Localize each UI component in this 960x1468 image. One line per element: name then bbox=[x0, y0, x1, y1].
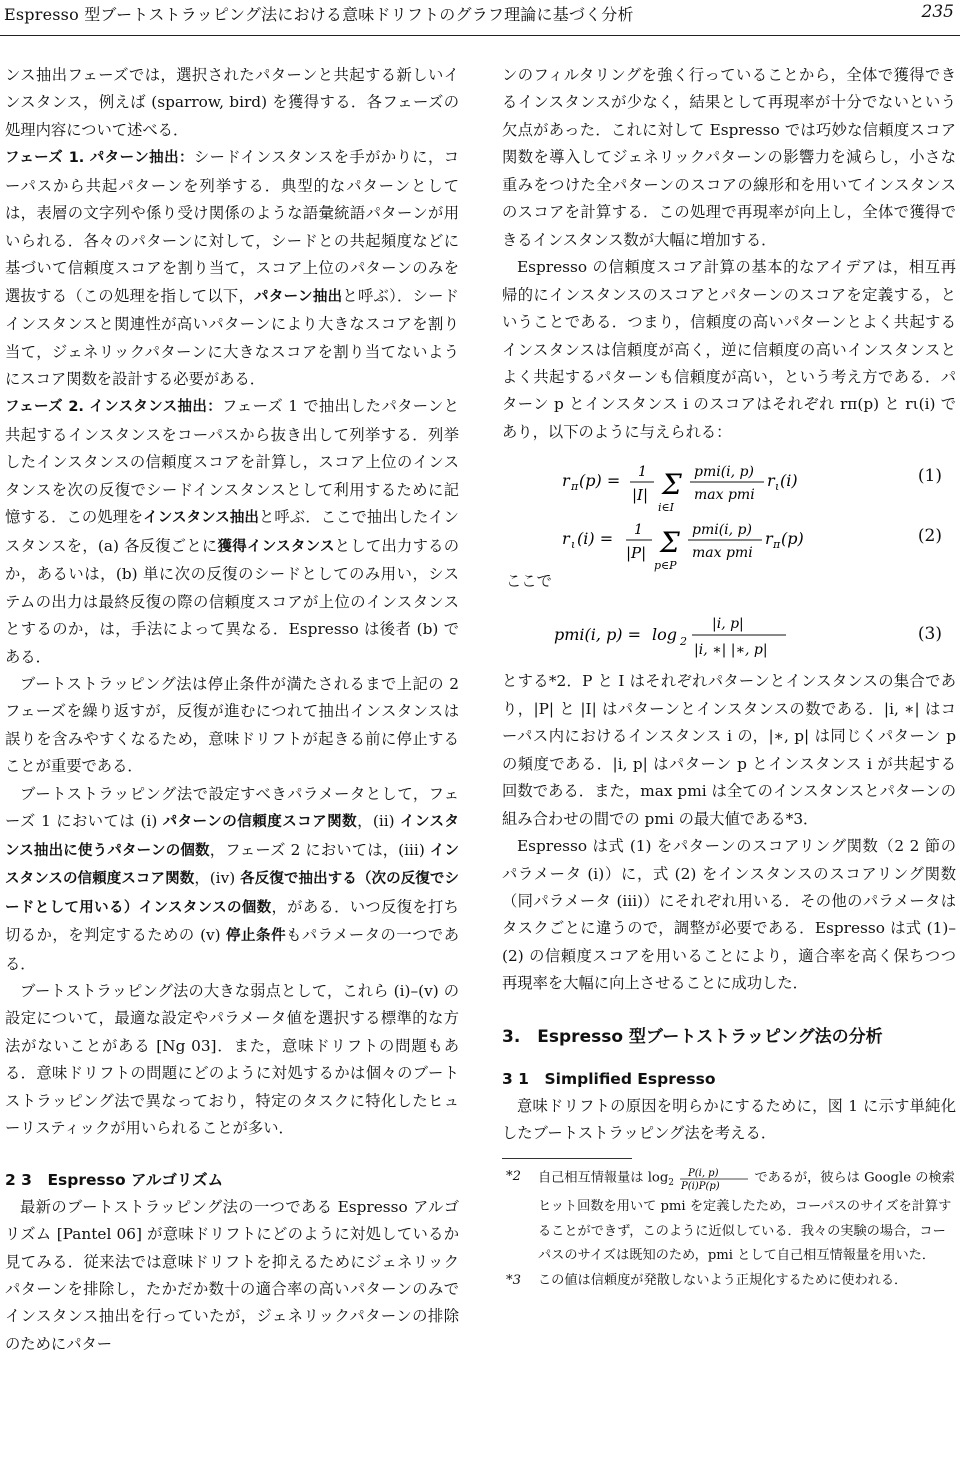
svg-text:|I|: |I| bbox=[632, 486, 649, 505]
svg-text:ι: ι bbox=[571, 538, 576, 552]
paragraph: フェーズ 2. インスタンス抽出：フェーズ 1 で抽出したパターンと共起するインスタンスをコーパスから抜き出して列挙する．列挙したインスタンスの信頼度スコアを計算し，スコア上位のインスタンスを次の反復でシードインスタンスとして利用するために記憶する．この処理をインスタンス抽出と呼ぶ．ここで抽出したインスタンスを，(a) 各反復ごとに獲得インスタンスとして出力するのか，あるいは，(b) 単に次の反復のシードとしてのみ用い，システムの出力は最終反復の際の信頼度スコアが上位のインスタンスとするのか，は，手法によって異なる．Espresso は後者 (b) である． bbox=[5, 397, 459, 666]
phase-2-heading: フェーズ 2. インスタンス抽出： bbox=[5, 399, 223, 416]
svg-text:P(i)P(p): P(i)P(p) bbox=[681, 1180, 720, 1191]
paragraph: ンのフィルタリングを強く行っていることから，全体で獲得できるインスタンスが少なく，結果として再現率が十分でないという欠点があった．これに対して Espresso では巧妙な信頼度スコア関数を導入してジェネリックパターンの影響力を減らし，小さな重みをつけた全パターンのスコアの線形和を用いてインスタンスのスコアを計算する．この処理で再現率が向上し，全体で獲得できるインスタンス数が大幅に増加する． bbox=[502, 66, 956, 249]
svg-text:1: 1 bbox=[638, 464, 647, 481]
left-column bbox=[5, 62, 459, 1358]
equation-2-number: (2) bbox=[917, 526, 942, 547]
svg-text:|P|: |P| bbox=[626, 544, 647, 563]
svg-text:|i, ∗| |∗, p|: |i, ∗| |∗, p| bbox=[694, 642, 768, 659]
svg-text:|i, p|: |i, p| bbox=[712, 616, 744, 633]
svg-text:(p): (p) bbox=[781, 529, 804, 549]
paragraph: ブートストラッピング法は停止条件が満たされるまで上記の 2 フェーズを繰り返すが，反復が進むにつれて抽出インスタンスは誤りを含みやすくなるため，意味ドリフトが起きる前に停止することが重要である． bbox=[5, 674, 459, 776]
svg-text:max pmi: max pmi bbox=[694, 487, 755, 504]
svg-text:p∈P: p∈P bbox=[654, 559, 677, 573]
svg-text:pmi(i, p): pmi(i, p) bbox=[694, 464, 754, 481]
svg-text:r: r bbox=[765, 529, 773, 549]
svg-text:log: log bbox=[652, 625, 677, 645]
svg-text:P(i, p): P(i, p) bbox=[688, 1167, 719, 1179]
svg-text:pmi(i, p) =: pmi(i, p) = bbox=[554, 625, 642, 645]
svg-text:i∈I: i∈I bbox=[658, 501, 675, 515]
footnote-2: *2 自己相互情報量は $\log_2$ P(i, p) P(i)P(p) であるが，彼らは Google の検索ヒット回数を用いて pmi を定義したため，コーパスのサイズを計算することができず，このように近似している．我々の実験の場合，コーパスのサイズは既知のため，pmi として自己相互情報量を用いた． bbox=[502, 1165, 956, 1269]
equation-3-formula bbox=[554, 606, 814, 670]
paragraph: 最新のブートストラッピング法の一つである Espresso アルゴリズム [Pantel 06] が意味ドリフトにどのように対処しているか見てみる．従来法では意味ドリフトを抑えるためにジェネリックパターンを排除し，たかだか数十の適合率の高いパターンのみでインスタンス抽出を行っていたが，ジェネリックパターンの排除のためにパター bbox=[5, 1197, 459, 1353]
running-header bbox=[0, 0, 960, 36]
page-number: 235 bbox=[921, 2, 954, 22]
svg-text:π: π bbox=[571, 480, 579, 494]
paragraph: Espresso は式 (1) をパターンのスコアリング関数（2 2 節のパラメータ (i)）に，式 (2) をインスタンスのスコアリング関数（同パラメータ (iii)）にそれぞれ用いる．その他のパラメータはタスクごとに違うので，調整が必要である．Espresso は式 (1)–(2) の信頼度スコアを用いることにより，適合率を高く保ちつつ再現率を大幅に向上させることに成功した． bbox=[502, 837, 956, 993]
svg-text:r: r bbox=[562, 471, 570, 491]
svg-text:r: r bbox=[767, 471, 775, 491]
svg-text:max pmi: max pmi bbox=[692, 545, 753, 562]
paragraph: Espresso の信頼度スコア計算の基本的なアイデアは，相互再帰的にインスタンスのスコアとパターンのスコアを定義する，ということである．つまり，信頼度の高いパターンとよく共起するインスタンスは信頼度が高く，逆に信頼度の高いインスタンスとよく共起するパターンも信頼度が高い，という考え方である．パターン p とインスタンス i のスコアはそれぞれ rπ(p) と rι(i) であり，以下のように与えられる： bbox=[502, 258, 956, 441]
svg-text:2: 2 bbox=[680, 635, 687, 649]
paragraph: 意味ドリフトの原因を明らかにするために，図 1 に示す単純化したブートストラッピング法を考える． bbox=[502, 1096, 956, 1143]
paragraph: ブートストラッピング法の大きな弱点として，これら (i)–(v) の設定について，最適な設定やパラメータ値を選択する標準的な方法がないことがある [Ng 03]．また，意味ドリフトの問題もある．意味ドリフトの問題にどのように対処するかは個々のブートストラッピング法で異なっており，特定のタスクに特化したヒューリスティックが用いられることが多い． bbox=[5, 981, 459, 1138]
footnote-3: *3 この値は信頼度が発散しないよう正規化するために使われる． bbox=[502, 1269, 956, 1294]
here-label: ここで bbox=[506, 572, 552, 591]
svg-text:(i) =: (i) = bbox=[577, 529, 614, 549]
phase-1-heading: フェーズ 1. パターン抽出： bbox=[5, 150, 194, 167]
running-title: Espresso 型ブートストラッピング法における意味ドリフトのグラフ理論に基づく分析 bbox=[4, 5, 634, 24]
paragraph: ブートストラッピング法で設定すべきパラメータとして，フェーズ 1 においては (i) パターンの信頼度スコア関数，(ii) インスタンス抽出に使うパターンの個数，フェーズ 2 においては，(iii) インスタンスの信頼度スコア関数，(iv) 各反復で抽出する（次の反復でシードとして用いる）インスタンスの個数，がある．いつ反復を打ち切るか，を判定するための (v) 停止条件もパラメータの一つである． bbox=[5, 784, 460, 973]
footnote-2-mark: *2 bbox=[506, 1168, 521, 1184]
svg-text:r: r bbox=[562, 529, 570, 549]
svg-text:(i): (i) bbox=[780, 471, 798, 491]
footnote-rule bbox=[502, 1158, 632, 1159]
equation-1-formula bbox=[562, 454, 802, 514]
equation-2-formula bbox=[562, 514, 812, 574]
svg-text:ι: ι bbox=[775, 480, 780, 494]
paragraph: ンス抽出フェーズでは，選択されたパターンと共起する新しいインスタンス，例えば (sparrow, bird) を獲得する．各フェーズの処理内容について述べる． bbox=[5, 66, 459, 139]
equation-1 bbox=[502, 446, 956, 515]
svg-text:1: 1 bbox=[634, 522, 643, 539]
section-heading-3-1: 3 1 Simplified Espresso bbox=[502, 1069, 716, 1088]
section-heading-3: 3. Espresso 型ブートストラッピング法の分析 bbox=[502, 1026, 883, 1047]
equation-1-number: (1) bbox=[917, 466, 942, 487]
footnote-2-fraction bbox=[678, 1165, 750, 1191]
svg-text:pmi(i, p): pmi(i, p) bbox=[692, 522, 752, 539]
svg-text:Σ: Σ bbox=[662, 468, 682, 502]
svg-text:(p) =: (p) = bbox=[579, 471, 621, 491]
equation-3 bbox=[502, 596, 956, 668]
section-heading-2-3: 2 3 Espresso アルゴリズム bbox=[5, 1170, 224, 1189]
paragraph: とする*2．P と I はそれぞれパターンとインスタンスの集合であり，|P| と |I| はパターンとインスタンスの数である．|i, ∗| はコーパス内におけるインスタンス i の，|∗, p| は同じくパターン p の頻度である．|i, p| はパターン p とインスタンス i が共起する回数である．また，max pmi は全てのインスタンスとパターンの組み合わせの間での pmi の最大値である*3． bbox=[502, 672, 956, 828]
footnote-3-mark: *3 bbox=[506, 1272, 521, 1288]
svg-text:π: π bbox=[773, 538, 781, 552]
right-column bbox=[502, 62, 956, 1293]
equation-2 bbox=[502, 506, 956, 573]
equation-3-number: (3) bbox=[917, 624, 942, 645]
svg-text:Σ: Σ bbox=[660, 526, 680, 560]
paragraph: フェーズ 1. パターン抽出：シードインスタンスを手がかりに，コーパスから共起パターンを列挙する．典型的なパターンとしては，表層の文字列や係り受け関係のような語彙統語パターンが用いられる．各々のパターンに対して，シードとの共起頻度などに基づいて信頼度スコアを割り当て，スコア上位のパターンのみを選抜する（この処理を指して以下，パターン抽出と呼ぶ）．シードインスタンスと関連性が高いパターンにより大きなスコアを割り当て，ジェネリックパターンに大きなスコアを割り当てないようにスコア関数を設計する必要がある． bbox=[5, 148, 460, 388]
